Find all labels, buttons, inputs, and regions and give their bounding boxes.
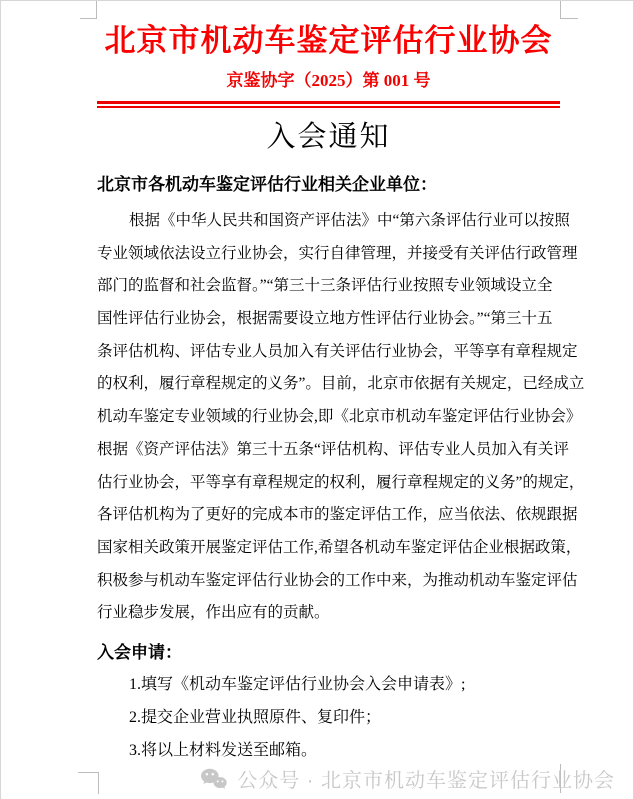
body-line: 各评估机构为了更好的完成本市的鉴定评估工作，应当依法、依规跟据 xyxy=(97,506,578,524)
rule-thick-line xyxy=(97,101,560,104)
text-boundary-mark-bottom-left xyxy=(78,772,99,794)
body-line: 根据《资产评估法》第三十五条“评估机构、评估专业人员加入有关评 xyxy=(97,440,569,458)
body-line: 行业稳步发展，作出应有的贡献。 xyxy=(97,604,330,622)
text-boundary-mark-top-left xyxy=(80,0,97,19)
body-paragraph xyxy=(97,205,585,630)
body-line: 根据《中华人民共和国资产评估法》中“第六条评估行业可以按照 xyxy=(129,212,570,229)
body-line: 部门的监督和社会监督。”“第三十三条评估行业按照专业领域设立全 xyxy=(97,277,553,295)
application-heading: 入会申请： xyxy=(97,642,182,662)
rule-thin-line xyxy=(97,106,560,108)
application-item: 1.填写《机动车鉴定评估行业协会入会申请表》; xyxy=(129,675,466,693)
letterhead-doc-number: 京鉴协字（2025）第 001 号 xyxy=(226,71,431,90)
application-item: 3.将以上材料发送至邮箱。 xyxy=(129,741,318,759)
notice-title: 入会通知 xyxy=(266,121,391,153)
letterhead-double-rule xyxy=(97,101,560,108)
body-line: 机动车鉴定专业领域的行业协会,即《北京市机动车鉴定评估行业协会》 xyxy=(97,408,582,426)
body-line: 国家相关政策开展鉴定评估工作,希望各机动车鉴定评估企业根据政策， xyxy=(97,538,582,556)
body-line: 条评估机构、评估专业人员加入有关评估行业协会，平等享有章程规定 xyxy=(97,342,578,360)
wechat-icon xyxy=(200,768,227,790)
text-boundary-mark-top-right xyxy=(560,0,578,19)
application-item: 2.提交企业营业执照原件、复印件； xyxy=(129,708,382,726)
body-line: 的权利，履行章程规定的义务”。目前，北京市依据有关规定，已经成立 xyxy=(97,375,585,393)
document-content xyxy=(1,22,633,767)
body-line: 国性评估行业协会，根据需要设立地方性评估行业协会。”“第三十五 xyxy=(97,310,553,328)
body-line: 专业领域依法设立行业协会，实行自律管理，并接受有关评估行政管理 xyxy=(97,244,578,262)
letterhead-org-name: 北京市机动车鉴定评估行业协会 xyxy=(104,23,553,58)
watermark-text: 公众号 · 北京市机动车鉴定评估行业协会 xyxy=(237,770,615,792)
salutation-line: 北京市各机动车鉴定评估行业相关企业单位： xyxy=(97,175,437,194)
body-line: 估行业协会，平等享有章程规定的权利，履行章程规定的义务”的规定， xyxy=(97,473,585,491)
wechat-watermark xyxy=(200,764,615,793)
body-line: 积极参与机动车鉴定评估行业协会的工作中来，为推动机动车鉴定评估 xyxy=(97,571,578,589)
application-list xyxy=(97,668,560,767)
